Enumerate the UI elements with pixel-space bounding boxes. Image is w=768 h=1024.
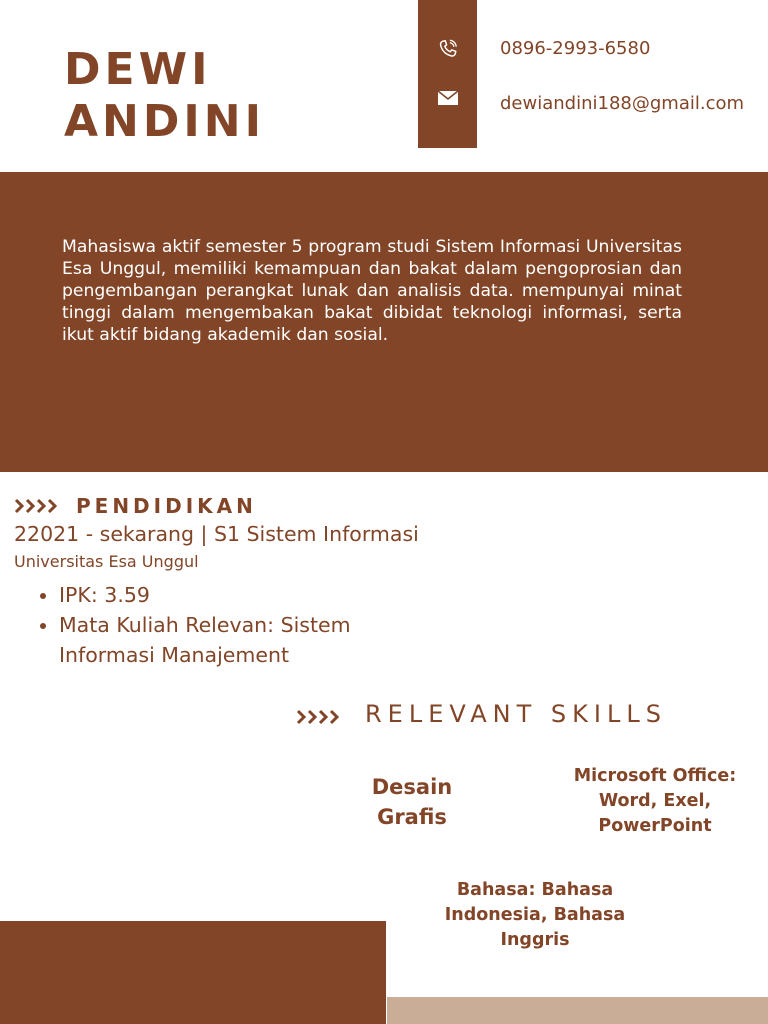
education-university: Universitas Esa Unggul xyxy=(14,552,199,571)
email-address: dewiandini188@gmail.com xyxy=(500,93,745,114)
envelope-icon xyxy=(418,87,477,109)
last-name: ANDINI xyxy=(64,96,265,147)
education-title: PENDIDIKAN xyxy=(76,494,257,518)
list-item: • Mata Kuliah Relevan: Sistem Informasi Manajement xyxy=(59,610,439,670)
name-heading xyxy=(64,44,265,148)
list-item: • IPK: 3.59 xyxy=(59,580,439,610)
contact-icon-bar xyxy=(418,0,477,148)
skill-item: Bahasa: Bahasa Indonesia, Bahasa Inggris xyxy=(444,880,626,950)
chevrons-icon xyxy=(14,498,62,514)
phone-icon xyxy=(418,38,477,60)
summary-text: Mahasiswa aktif semester 5 program studi Sistem Informasi Universitas Esa Unggul, memiliki kemampuan dan bakat dalam pengoprosian dan pengembangan perangkat lunak dan analisis data. mempunyai minat tinggi dalam mengembakan bakat dibidat teknologi informasi, serta ikut aktif bidang akademik dan sosial. xyxy=(62,237,682,345)
bottom-decor-block xyxy=(0,921,386,1024)
bottom-decor-strip xyxy=(387,997,768,1024)
phone-number: 0896-2993-6580 xyxy=(500,38,651,59)
skill-item: Microsoft Office: Word, Exel, PowerPoint xyxy=(573,766,737,836)
education-period-degree: 22021 - sekarang | S1 Sistem Informasi xyxy=(14,522,419,546)
skill-item: Desain Grafis xyxy=(371,775,453,829)
first-name: DEWI xyxy=(64,44,212,95)
skills-title: RELEVANT SKILLS xyxy=(365,700,667,728)
education-header xyxy=(14,494,257,518)
education-bullets xyxy=(34,580,439,670)
chevrons-icon xyxy=(296,709,344,725)
